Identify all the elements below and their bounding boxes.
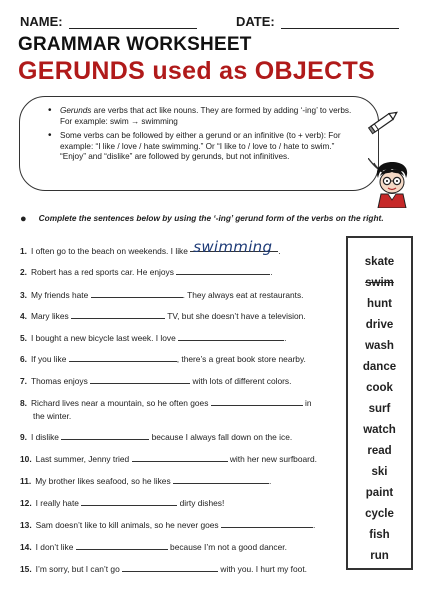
question-8 bbox=[20, 397, 312, 423]
word-bank-item: watch bbox=[363, 424, 396, 436]
question-number: 10. bbox=[20, 454, 32, 464]
pencil-icon bbox=[367, 108, 401, 136]
question-number: 5. bbox=[20, 333, 27, 343]
question-text: Richard lives near a mountain, so he often goes bbox=[31, 398, 209, 408]
question-3 bbox=[20, 289, 303, 302]
filled-answer: swimming bbox=[193, 238, 273, 256]
answer-blank[interactable] bbox=[71, 310, 165, 319]
note-1-text: are verbs that act like nouns. They are formed by adding ‘-ing’ to verbs. For example: swim → swimming bbox=[60, 106, 352, 126]
question-number: 11. bbox=[20, 476, 32, 486]
question-text: I don’t like bbox=[35, 542, 74, 552]
question-2 bbox=[20, 266, 273, 279]
question-text-end: . bbox=[284, 333, 287, 343]
question-number: 1. bbox=[20, 246, 27, 256]
question-text: I dislike bbox=[31, 432, 59, 442]
word-bank bbox=[346, 236, 413, 570]
question-text: Sam doesn’t like to kill animals, so he never goes bbox=[35, 520, 219, 530]
question-number: 8. bbox=[20, 398, 27, 408]
question-text: I often go to the beach on weekends. I like bbox=[31, 246, 188, 256]
question-text-end: because I’m not a good dancer. bbox=[170, 542, 287, 552]
question-6 bbox=[20, 353, 306, 366]
answer-blank[interactable] bbox=[176, 266, 273, 277]
question-text-end: . bbox=[312, 520, 316, 530]
question-text-end: . bbox=[278, 246, 281, 256]
word-bank-item: ski bbox=[371, 466, 388, 478]
answer-blank[interactable] bbox=[91, 289, 183, 298]
word-bank-item: surf bbox=[368, 403, 391, 415]
date-label: DATE: bbox=[236, 14, 275, 29]
name-blank[interactable] bbox=[69, 28, 197, 29]
bullet-icon: ● bbox=[20, 213, 27, 225]
question-number: 15. bbox=[20, 564, 32, 574]
answer-blank[interactable] bbox=[132, 453, 228, 462]
answer-blank[interactable] bbox=[221, 519, 316, 530]
question-5 bbox=[20, 332, 286, 345]
question-14 bbox=[20, 541, 287, 554]
instruction bbox=[20, 212, 384, 224]
cartoon-character bbox=[372, 160, 412, 208]
word-bank-item: fish bbox=[369, 529, 390, 541]
question-text-line2: the winter. bbox=[33, 411, 72, 421]
question-text: Last summer, Jenny tried bbox=[35, 454, 130, 464]
answer-blank[interactable] bbox=[173, 475, 272, 486]
question-text-end: , there’s a great book store nearby. bbox=[176, 354, 306, 364]
question-text: I’m sorry, but I can’t go bbox=[35, 564, 120, 574]
question-15 bbox=[20, 563, 307, 576]
word-bank-item: hunt bbox=[367, 298, 392, 310]
question-text-end: . They always eat at restaurants. bbox=[182, 290, 304, 300]
question-text-end: with you. I hurt my foot. bbox=[220, 564, 307, 574]
answer-blank[interactable] bbox=[122, 563, 218, 572]
question-text: Mary likes bbox=[31, 311, 69, 321]
question-text: Robert has a red sports car. He enjoys bbox=[31, 267, 174, 277]
answer-blank[interactable] bbox=[76, 541, 168, 550]
word-bank-item: cycle bbox=[365, 508, 394, 520]
answer-blank[interactable] bbox=[178, 332, 287, 343]
question-number: 7. bbox=[20, 376, 27, 386]
question-text-end: . bbox=[268, 476, 272, 486]
question-number: 6. bbox=[20, 354, 27, 364]
question-number: 2. bbox=[20, 267, 27, 277]
word-bank-item-used: swim bbox=[365, 277, 394, 289]
word-bank-item: run bbox=[370, 550, 389, 562]
name-label: NAME: bbox=[20, 14, 63, 29]
question-text-end: dirty dishes! bbox=[179, 498, 225, 508]
question-text-end: . bbox=[270, 267, 273, 277]
question-text-end: with lots of different colors. bbox=[192, 376, 292, 386]
question-text: My friends hate bbox=[31, 290, 89, 300]
name-field bbox=[20, 14, 197, 29]
answer-blank[interactable] bbox=[69, 353, 177, 362]
question-number: 3. bbox=[20, 290, 27, 300]
word-bank-item: dance bbox=[362, 361, 397, 373]
word-bank-item: skate bbox=[364, 256, 395, 268]
answer-blank[interactable] bbox=[90, 375, 190, 384]
answer-blank[interactable] bbox=[81, 497, 177, 506]
word-bank-item: read bbox=[367, 445, 392, 457]
date-field bbox=[236, 14, 399, 29]
question-text-end: because I always fall down on the ice. bbox=[151, 432, 293, 442]
question-text: I bought a new bicycle last week. I love bbox=[31, 333, 176, 343]
question-11 bbox=[20, 475, 271, 488]
word-bank-item: paint bbox=[365, 487, 394, 499]
worksheet-title: GRAMMAR WORKSHEET bbox=[18, 34, 252, 55]
note-1 bbox=[60, 106, 360, 127]
note-1-term: Gerunds bbox=[60, 106, 92, 115]
instruction-text: Complete the sentences below by using the ‘-ing’ gerund form of the verbs on the right. bbox=[38, 213, 384, 223]
question-text-end: with her new surfboard. bbox=[229, 454, 317, 464]
question-number: 13. bbox=[20, 520, 32, 530]
note-2: • Some verbs can be followed by either a gerund or an infinitive (to + verb): For example: “I like / love / hate swimming.” Or “I like to / love to / hate to swim.” “Enjoy” and “dislike” are followed by gerunds, but not infinitives. bbox=[60, 131, 360, 163]
question-text-end: in bbox=[305, 398, 312, 408]
question-text-end: TV, but she doesn’t have a television. bbox=[167, 311, 306, 321]
question-12 bbox=[20, 497, 224, 510]
question-1 bbox=[20, 238, 281, 258]
answer-blank[interactable] bbox=[211, 397, 303, 406]
answer-blank[interactable] bbox=[61, 431, 149, 440]
question-text: Thomas enjoys bbox=[31, 376, 88, 386]
word-bank-item: cook bbox=[366, 382, 393, 394]
question-number: 4. bbox=[20, 311, 27, 321]
question-number: 9. bbox=[20, 432, 27, 442]
question-number: 14. bbox=[20, 542, 32, 552]
question-4 bbox=[20, 310, 306, 323]
grammar-notes-bubble bbox=[19, 96, 379, 191]
question-10 bbox=[20, 453, 317, 466]
answer-blank[interactable] bbox=[190, 238, 278, 256]
word-bank-item: drive bbox=[365, 319, 394, 331]
question-7 bbox=[20, 375, 291, 388]
word-bank-item: wash bbox=[365, 340, 394, 352]
question-13 bbox=[20, 519, 315, 532]
date-blank[interactable] bbox=[281, 28, 399, 29]
question-number: 12. bbox=[20, 498, 32, 508]
question-text: My brother likes seafood, so he likes bbox=[35, 476, 171, 486]
question-text: If you like bbox=[31, 354, 67, 364]
question-text: I really hate bbox=[35, 498, 79, 508]
worksheet-subtitle: GERUNDS used as OBJECTS bbox=[18, 57, 375, 85]
question-9 bbox=[20, 431, 292, 444]
